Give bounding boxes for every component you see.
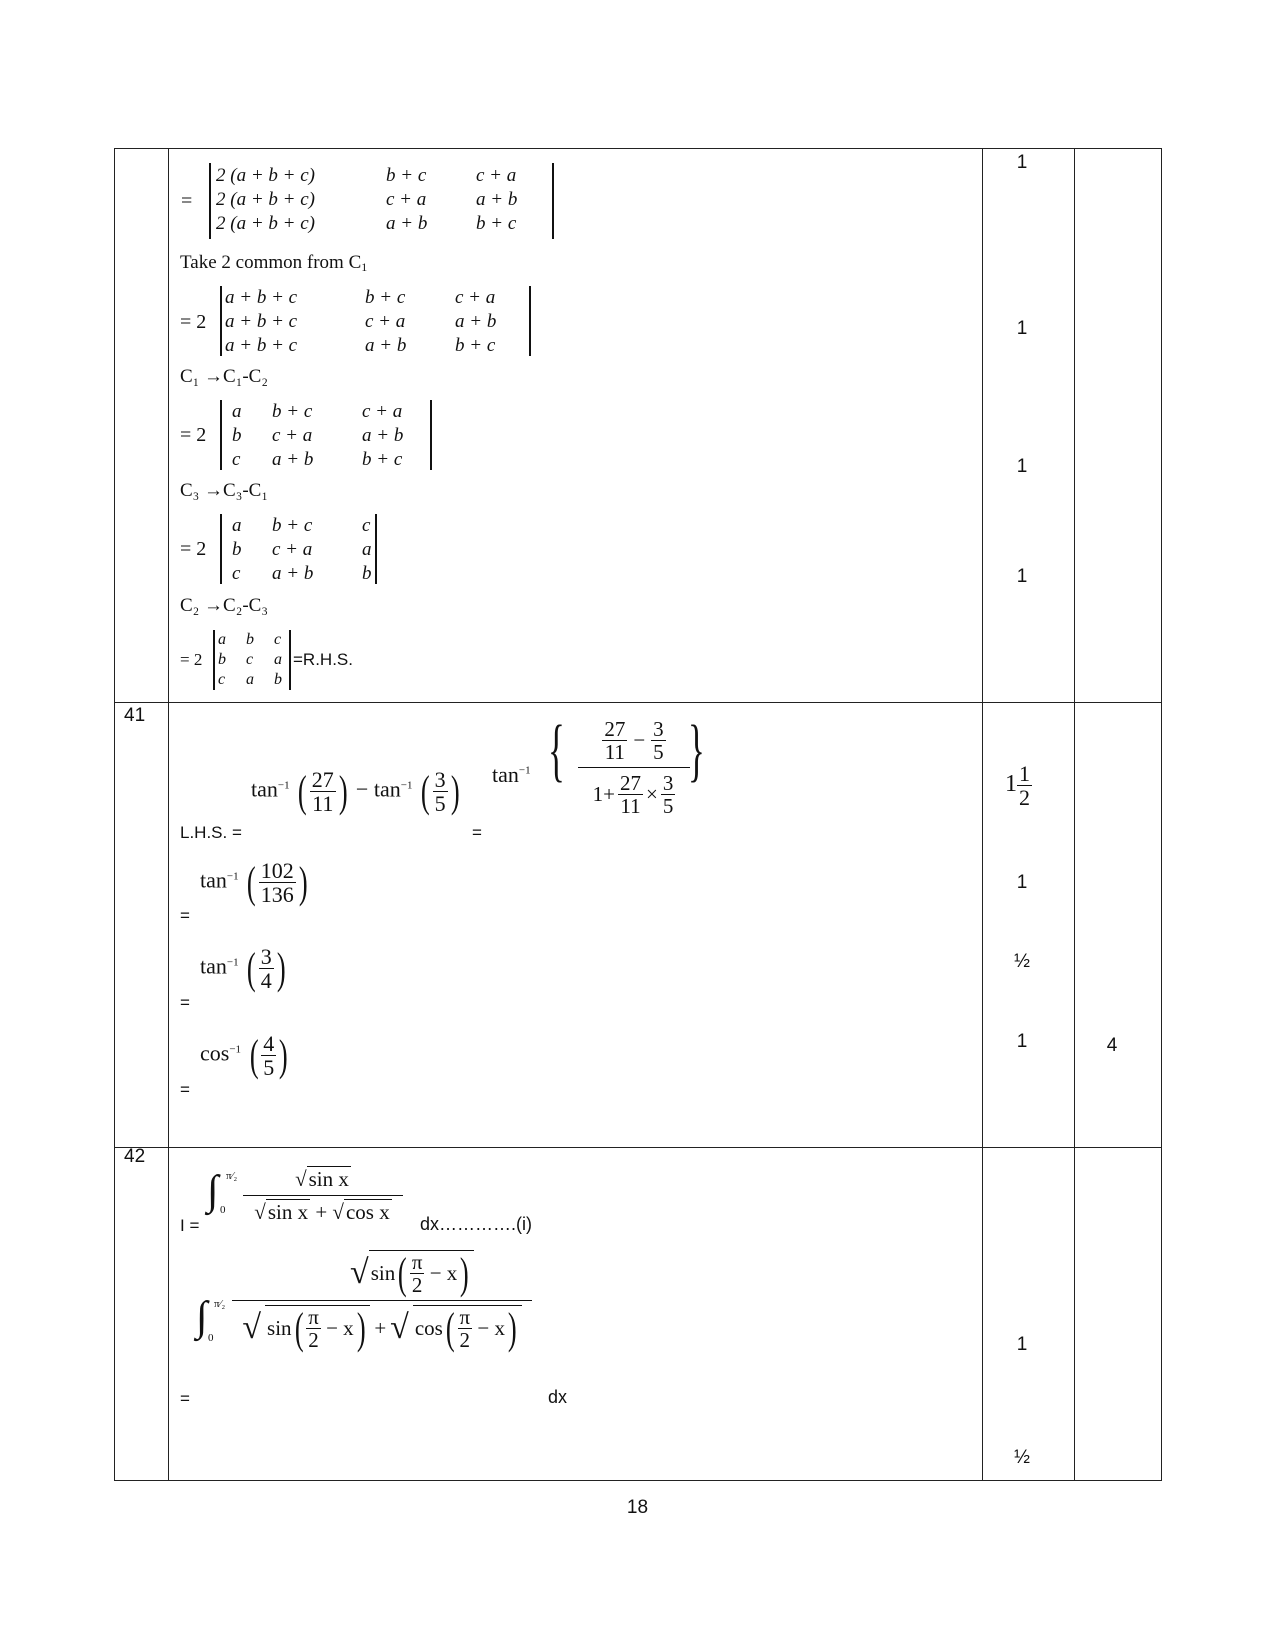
- table-col-divider: [168, 148, 169, 1481]
- mark-value: 1: [1016, 566, 1028, 587]
- mark-value: 1: [1016, 152, 1028, 173]
- compound-fraction: $\frac{27}{11}$ − $\frac{3}{5}$ 1+ $\frac{27}{11}$ × $\frac{3}{5}$: [578, 718, 690, 817]
- determinant-4: a b + c c b c + a a c a + b b: [232, 515, 372, 584]
- column-operation: C₁ →C₁-C₂: [180, 366, 268, 387]
- step-tan-102-136: $\tan^{-1}$ ( $\frac{102}{136}$ ): [200, 857, 308, 908]
- equals-sign: =: [180, 1389, 190, 1408]
- determinant-5: a b c b c a c a b: [218, 631, 282, 688]
- determinant-bar-right: [375, 514, 377, 584]
- question-number: 41: [124, 705, 146, 726]
- determinant-bar-left: [220, 400, 222, 470]
- mark-value: 1: [1016, 1031, 1028, 1052]
- i-label: I =: [180, 1216, 200, 1235]
- equals-sign: =: [472, 823, 482, 842]
- table-col-divider: [1074, 148, 1075, 1481]
- mark-value: ½: [1014, 1447, 1030, 1468]
- integral-sign: ∫: [207, 1168, 219, 1214]
- mark-value: ½: [1014, 951, 1030, 972]
- total-marks: 4: [1106, 1035, 1118, 1056]
- determinant-bar-right: [529, 286, 531, 356]
- equals-sign: =: [180, 906, 190, 925]
- brace-right: }: [688, 712, 705, 789]
- table-border-left: [114, 148, 115, 1481]
- equals-two: = 2: [180, 650, 203, 669]
- column-operation: C₃ →C₃-C₁: [180, 480, 268, 501]
- mark-value: 1: [1016, 1334, 1028, 1355]
- step-tan-3-4: $\tan^{-1}$ ( $\frac{3}{4}$ ): [200, 943, 286, 994]
- equals-two: = 2: [180, 311, 207, 333]
- integrand-fraction: √sin x √sin x + √cos x: [243, 1166, 403, 1225]
- determinant-3: a b + c c + a b c + a a + b c a + b b + c: [232, 401, 404, 470]
- equals-two: = 2: [180, 424, 207, 446]
- dx-label: dx: [548, 1387, 568, 1407]
- table-row-divider: [114, 1147, 1162, 1148]
- mark-mixed-fraction: 1 $\frac{1}{2}$: [1005, 761, 1030, 811]
- table-border-top: [114, 148, 1162, 149]
- table-col-divider: [982, 148, 983, 1481]
- determinant-bar-left: [213, 630, 215, 690]
- determinant-bar-left: [220, 286, 222, 356]
- determinant-bar-right: [552, 163, 554, 239]
- column-operation: C₂ →C₂-C₃: [180, 595, 268, 616]
- integral-sign: ∫: [196, 1294, 208, 1340]
- determinant-bar-left: [209, 163, 211, 239]
- lhs-label: L.H.S. =: [180, 823, 242, 842]
- page-number: 18: [626, 1497, 649, 1518]
- step-cos-4-5: $\cos^{-1}$ ( $\frac{4}{5}$ ): [200, 1030, 288, 1081]
- determinant-bar-right: [289, 630, 291, 690]
- determinant-bar-left: [220, 514, 222, 584]
- table-border-right: [1161, 148, 1162, 1481]
- determinant-1: 2 (a + b + c) b + c c + a 2 (a + b + c) c + a a + b 2 (a + b + c) a + b b + c: [216, 165, 518, 234]
- table-border-bottom: [114, 1480, 1162, 1481]
- tan-inverse: $\tan^{-1}$: [492, 762, 531, 787]
- integral-lower-limit: 0: [220, 1204, 226, 1216]
- determinant-2: a + b + c b + c c + a a + b + c c + a a + b a + b + c a + b b + c: [225, 287, 497, 356]
- mark-value: 1: [1016, 318, 1028, 339]
- equals-two: = 2: [180, 538, 207, 560]
- lhs-expression: $\tan^{-1}$ ( $\frac{27}{11}$ ) − $\tan^{-1}$ ( $\frac{3}{5}$ ): [251, 766, 460, 817]
- rhs-label: =R.H.S.: [293, 650, 353, 669]
- question-number: 42: [124, 1146, 146, 1167]
- equals-sign: =: [180, 993, 190, 1012]
- equals-sign: =: [180, 1080, 190, 1099]
- integral-upper-limit: π⁄₂: [226, 1170, 238, 1182]
- equals-sign: =: [181, 190, 193, 212]
- mark-value: 1: [1016, 456, 1028, 477]
- integrand-fraction-substituted: √ sin ( $\frac{\pi}{2}$ − x ) √ sin ( $\frac{\pi}{2}$ − x ) + √ cos ( $\frac{\pi}{2}$ − x ): [232, 1250, 532, 1351]
- dx-label: dx………….(i): [420, 1214, 532, 1234]
- integral-lower-limit: 0: [208, 1332, 214, 1344]
- integral-upper-limit: π⁄₂: [214, 1298, 226, 1310]
- table-row-divider: [114, 702, 1162, 703]
- mark-value: 1: [1016, 872, 1028, 893]
- determinant-bar-right: [430, 400, 432, 470]
- step-take-common: Take 2 common from $C_1$: [180, 252, 368, 274]
- brace-left: {: [548, 712, 565, 789]
